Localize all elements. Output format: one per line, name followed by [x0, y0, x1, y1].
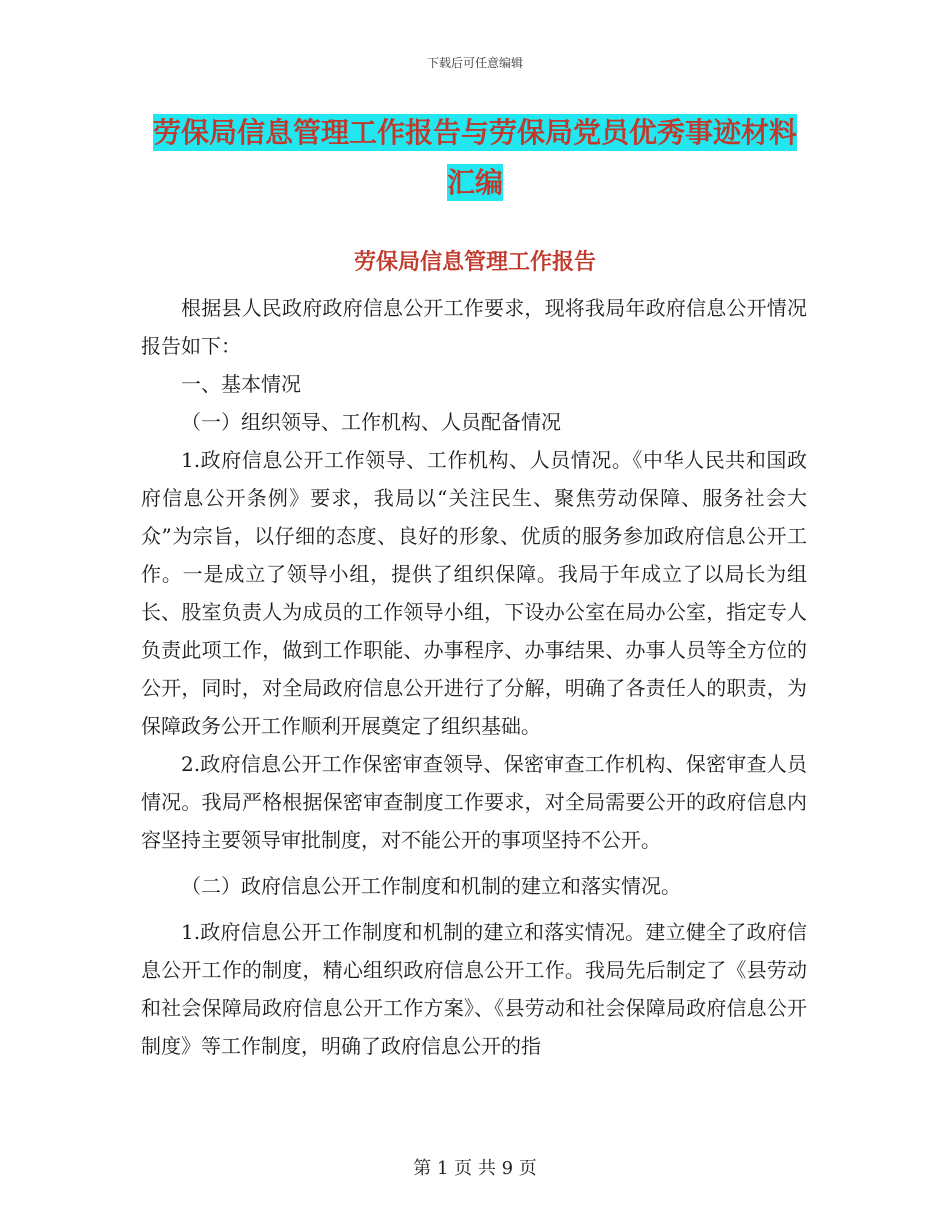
section-title: 劳保局信息管理工作报告 [353, 249, 596, 275]
paragraph: 1.政府信息公开工作领导、工作机构、人员情况。《中华人民共和国政府信息公开条例》要求，我局以“关注民生、聚焦劳动保障、服务社会大众”为宗旨，以仔细的态度、良好的形象、优质的服务参加政府信息公开工作。一是成立了领导小组，提供了组织保障。我局于年成立了以局长为组长、股室负责人为成员的工作领导小组，下设办公室在局办公室，指定专人负责此项工作，做到工作职能、办事程序、办事结果、办事人员等全方位的公开，同时，对全局政府信息公开进行了分解，明确了各责任人的职责，为保障政务公开工作顺利开展奠定了组织基础。 [141, 448, 807, 738]
paragraph: （一）组织领导、工作机构、人员配备情况 [181, 410, 561, 434]
paragraph: 1.政府信息公开工作制度和机制的建立和落实情况。建立健全了政府信息公开工作的制度，精心组织政府信息公开工作。我局先后制定了《县劳动和社会保障局政府信息公开工作方案》、《县劳动和社会保障局政府信息公开制度》等工作制度，明确了政府信息公开的指 [141, 920, 807, 1058]
paragraph: （二）政府信息公开工作制度和机制的建立和落实情况。 [181, 874, 681, 898]
title-line-2: 汇编 [446, 166, 503, 199]
document-title [0, 108, 950, 208]
paragraph: 一、基本情况 [181, 372, 301, 396]
page-footer: 第 1 页 共 9 页 [413, 1158, 537, 1179]
header-note: 下载后可任意编辑 [426, 56, 523, 70]
paragraph: 根据县人民政府政府信息公开工作要求，现将我局年政府信息公开情况报告如下： [141, 296, 807, 358]
document-body [141, 289, 807, 1065]
title-line-1: 劳保局信息管理工作报告与劳保局党员优秀事迹材料 [152, 116, 797, 149]
paragraph: 2.政府信息公开工作保密审查领导、保密审查工作机构、保密审查人员情况。我局严格根据保密审查制度工作要求，对全局需要公开的政府信息内容坚持主要领导审批制度，对不能公开的事项坚持不公开。 [141, 752, 807, 852]
